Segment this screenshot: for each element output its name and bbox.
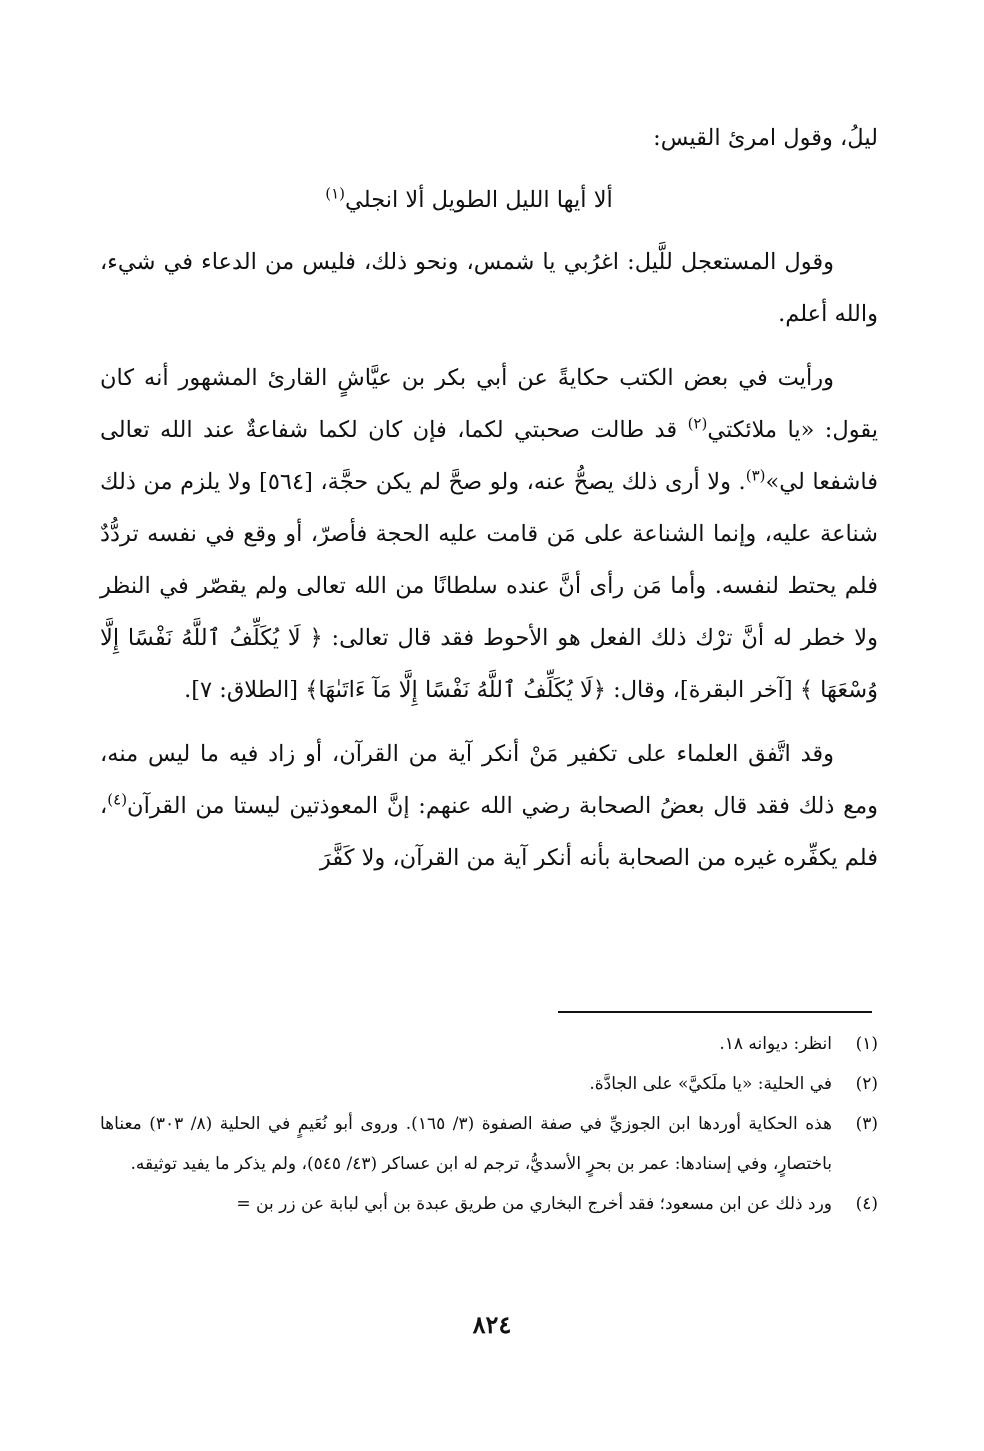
paragraph-2-part-b: قد طالت صحبتي لكما، فإن كان لكما شفاعةٌ عند الله تعالى فاشفعا لي»	[100, 417, 878, 495]
footnote-ref-3: (٣)	[745, 466, 766, 485]
paragraph-3	[100, 728, 878, 884]
paragraph-2	[100, 352, 878, 716]
page-number: ٨٢٤	[472, 1310, 512, 1339]
opening-line: ليلُ، وقول امرئ القيس:	[653, 125, 878, 151]
footnote-ref-1: (١)	[325, 184, 345, 203]
footnote-separator	[558, 1011, 872, 1013]
paragraph-1: وقول المستعجل للَّيل: اغرُبي يا شمس، ونحو ذلك، فليس من الدعاء في شيء، والله أعلم.	[100, 249, 878, 327]
footnote-text: ورد ذلك عن ابن مسعود؛ فقد أخرج البخاري من طريق عبدة بن أبي لبابة عن زر بن =	[236, 1194, 832, 1214]
footnote-item	[100, 1104, 878, 1184]
footnote-text: انظر: ديوانه ١٨.	[719, 1034, 832, 1054]
paragraph-2-part-c: . ولا أرى ذلك يصحُّ عنه، ولو صحَّ لم يكن حجَّة، [٥٦٤] ولا يلزم من ذلك شناعة عليه، وإنما الشناعة على مَن قامت عليه الحجة فأصرّ، أو وقع في نفسه تردُّدٌ فلم يحتط لنفسه. وأما مَن رأى أنَّ عنده سلطانًا من الله تعالى ولم يقصّر في النظر ولا خطر له أنَّ ترْك ذلك الفعل هو الأحوط فقد قال تعالى: ﴿ لَا يُكَلِّفُ ٱللَّهُ نَفْسًا إِلَّا وُسْعَهَا ﴾ [آخر البقرة]، وقال: ﴿لَا يُكَلِّفُ ٱللَّهُ نَفْسًا إِلَّا مَآ ءَاتَىٰهَا﴾ [الطلاق: ٧].	[100, 469, 878, 703]
footnote-ref-2: (٢)	[687, 414, 708, 433]
footnote-item	[100, 1024, 878, 1064]
footnote-item	[100, 1184, 878, 1224]
paragraph-3-part-a: وقد اتَّفق العلماء على تكفير مَنْ أنكر آية من القرآن، أو زاد فيه ما ليس منه، ومع ذلك فقد قال بعضُ الصحابة رضي الله عنهم: إنَّ المعوذتين ليستا من القرآن	[100, 741, 878, 819]
footnote-number: (١)	[855, 1034, 878, 1054]
main-text	[100, 112, 878, 884]
footnote-ref-4: (٤)	[107, 790, 128, 809]
footnote-text: هذه الحكاية أوردها ابن الجوزيِّ في صفة الصفوة (٣/ ١٦٥). وروى أبو نُعَيمٍ في الحلية (٨/ ٣٠٣) معناها باختصارٍ، وفي إسنادها: عمر بن بحرٍ الأسديُّ، ترجم له ابن عساكر (٤٣/ ٥٤٥)، ولم يذكر ما يفيد توثيقه.	[100, 1114, 832, 1174]
paragraph-2-part-a: ورأيت في بعض الكتب حكايةً عن أبي بكر بن عيَّاشٍ القارئ المشهور أنه كان يقول: «يا ملائكتي	[100, 365, 878, 443]
footnotes	[100, 1024, 878, 1224]
footnote-number: (٣)	[855, 1114, 878, 1134]
footnote-item	[100, 1064, 878, 1104]
poetry-verse	[100, 174, 878, 226]
footnote-number: (٤)	[855, 1194, 878, 1214]
verse-text: ألا أيها الليل الطويل ألا انجلي	[345, 187, 613, 213]
footnote-number: (٢)	[855, 1074, 878, 1094]
paragraph-3-part-b: ، فلم يكفِّره غيره من الصحابة بأنه أنكر آية من القرآن، ولا كَفَّرَ	[100, 793, 878, 871]
footnote-text: في الحلية: «يا ملَكيَّ» على الجادَّة.	[589, 1074, 832, 1094]
